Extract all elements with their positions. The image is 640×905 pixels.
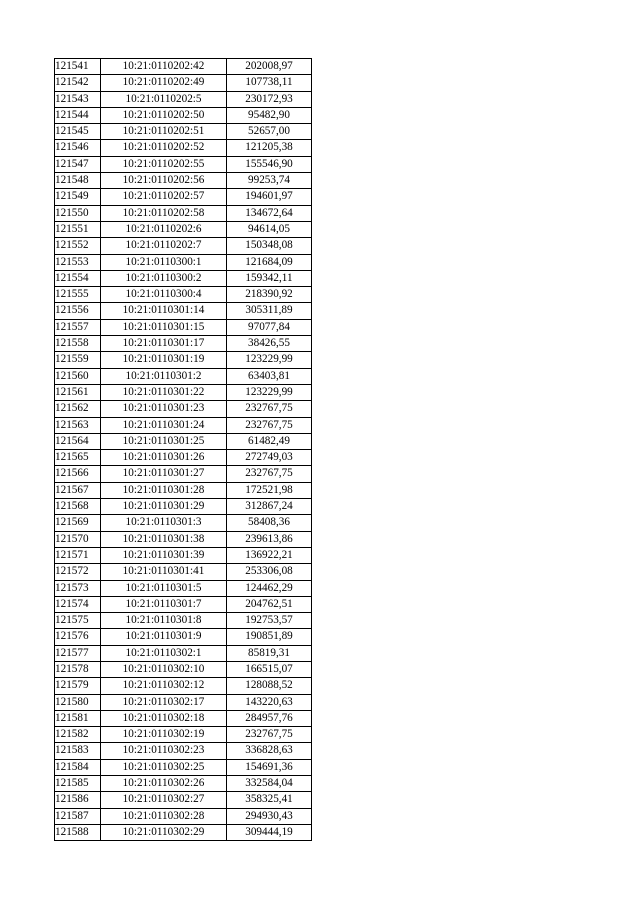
value-cell: 150348,08 [227, 238, 312, 254]
row-id-cell: 121561 [55, 384, 101, 400]
table-row [55, 107, 312, 123]
row-id-cell: 121582 [55, 727, 101, 743]
table-row [55, 776, 312, 792]
value-cell: 107738,11 [227, 75, 312, 91]
cadastral-number-cell: 10:21:0110301:29 [101, 499, 227, 515]
row-id-cell: 121541 [55, 59, 101, 75]
table-row [55, 221, 312, 237]
value-cell: 232767,75 [227, 727, 312, 743]
value-cell: 159342,11 [227, 270, 312, 286]
row-id-cell: 121563 [55, 417, 101, 433]
table-row [55, 319, 312, 335]
value-cell: 136922,21 [227, 547, 312, 563]
cadastral-number-cell: 10:21:0110301:38 [101, 531, 227, 547]
cadastral-number-cell: 10:21:0110301:24 [101, 417, 227, 433]
cadastral-number-cell: 10:21:0110301:19 [101, 352, 227, 368]
table-row [55, 645, 312, 661]
table-row [55, 710, 312, 726]
row-id-cell: 121571 [55, 547, 101, 563]
table-row [55, 596, 312, 612]
cadastral-number-cell: 10:21:0110301:8 [101, 613, 227, 629]
table-row [55, 792, 312, 808]
table-row [55, 368, 312, 384]
value-cell: 61482,49 [227, 433, 312, 449]
value-cell: 230172,93 [227, 91, 312, 107]
table-row [55, 238, 312, 254]
value-cell: 332584,04 [227, 776, 312, 792]
row-id-cell: 121583 [55, 743, 101, 759]
table-row [55, 743, 312, 759]
value-cell: 134672,64 [227, 205, 312, 221]
row-id-cell: 121549 [55, 189, 101, 205]
value-cell: 52657,00 [227, 124, 312, 140]
cadastral-number-cell: 10:21:0110202:55 [101, 156, 227, 172]
cadastral-number-cell: 10:21:0110301:28 [101, 482, 227, 498]
row-id-cell: 121558 [55, 336, 101, 352]
cadastral-number-cell: 10:21:0110302:19 [101, 727, 227, 743]
value-cell: 121684,09 [227, 254, 312, 270]
value-cell: 232767,75 [227, 466, 312, 482]
value-cell: 123229,99 [227, 352, 312, 368]
row-id-cell: 121548 [55, 173, 101, 189]
row-id-cell: 121544 [55, 107, 101, 123]
value-cell: 97077,84 [227, 319, 312, 335]
value-cell: 194601,97 [227, 189, 312, 205]
cadastral-number-cell: 10:21:0110302:25 [101, 759, 227, 775]
value-cell: 121205,38 [227, 140, 312, 156]
table-row [55, 515, 312, 531]
cadastral-number-cell: 10:21:0110301:7 [101, 596, 227, 612]
row-id-cell: 121560 [55, 368, 101, 384]
row-id-cell: 121572 [55, 564, 101, 580]
value-cell: 336828,63 [227, 743, 312, 759]
row-id-cell: 121546 [55, 140, 101, 156]
row-id-cell: 121568 [55, 499, 101, 515]
cadastral-number-cell: 10:21:0110300:1 [101, 254, 227, 270]
table-row [55, 482, 312, 498]
value-cell: 309444,19 [227, 824, 312, 840]
row-id-cell: 121556 [55, 303, 101, 319]
cadastral-number-cell: 10:21:0110302:18 [101, 710, 227, 726]
table-row [55, 661, 312, 677]
value-cell: 166515,07 [227, 661, 312, 677]
value-cell: 272749,03 [227, 450, 312, 466]
value-cell: 218390,92 [227, 287, 312, 303]
cadastral-number-cell: 10:21:0110301:14 [101, 303, 227, 319]
cadastral-number-cell: 10:21:0110202:6 [101, 221, 227, 237]
cadastral-number-cell: 10:21:0110302:17 [101, 694, 227, 710]
value-cell: 284957,76 [227, 710, 312, 726]
table-row [55, 124, 312, 140]
value-cell: 38426,55 [227, 336, 312, 352]
row-id-cell: 121580 [55, 694, 101, 710]
value-cell: 192753,57 [227, 613, 312, 629]
row-id-cell: 121547 [55, 156, 101, 172]
row-id-cell: 121552 [55, 238, 101, 254]
value-cell: 85819,31 [227, 645, 312, 661]
cadastral-number-cell: 10:21:0110301:23 [101, 401, 227, 417]
table-row [55, 678, 312, 694]
value-cell: 143220,63 [227, 694, 312, 710]
cadastral-number-cell: 10:21:0110302:28 [101, 808, 227, 824]
value-cell: 202008,97 [227, 59, 312, 75]
table-row [55, 140, 312, 156]
table-row [55, 303, 312, 319]
row-id-cell: 121586 [55, 792, 101, 808]
cadastral-number-cell: 10:21:0110202:56 [101, 173, 227, 189]
row-id-cell: 121543 [55, 91, 101, 107]
table-row [55, 173, 312, 189]
row-id-cell: 121581 [55, 710, 101, 726]
table-row [55, 433, 312, 449]
cadastral-number-cell: 10:21:0110301:25 [101, 433, 227, 449]
table-row [55, 270, 312, 286]
row-id-cell: 121559 [55, 352, 101, 368]
table-row [55, 336, 312, 352]
table-row [55, 466, 312, 482]
row-id-cell: 121562 [55, 401, 101, 417]
cadastral-number-cell: 10:21:0110202:52 [101, 140, 227, 156]
cadastral-number-cell: 10:21:0110202:7 [101, 238, 227, 254]
cadastral-number-cell: 10:21:0110301:15 [101, 319, 227, 335]
cadastral-number-cell: 10:21:0110301:5 [101, 580, 227, 596]
row-id-cell: 121557 [55, 319, 101, 335]
value-cell: 63403,81 [227, 368, 312, 384]
table-row [55, 75, 312, 91]
table-row [55, 808, 312, 824]
cadastral-number-cell: 10:21:0110301:17 [101, 336, 227, 352]
table-row [55, 727, 312, 743]
value-cell: 358325,41 [227, 792, 312, 808]
table-row [55, 450, 312, 466]
cadastral-number-cell: 10:21:0110202:49 [101, 75, 227, 91]
value-cell: 312867,24 [227, 499, 312, 515]
table-row [55, 254, 312, 270]
table-body [55, 59, 312, 841]
value-cell: 128088,52 [227, 678, 312, 694]
value-cell: 124462,29 [227, 580, 312, 596]
cadastral-number-cell: 10:21:0110202:50 [101, 107, 227, 123]
data-table [54, 58, 312, 841]
value-cell: 253306,08 [227, 564, 312, 580]
value-cell: 95482,90 [227, 107, 312, 123]
row-id-cell: 121550 [55, 205, 101, 221]
row-id-cell: 121587 [55, 808, 101, 824]
table-row [55, 205, 312, 221]
value-cell: 99253,74 [227, 173, 312, 189]
table-row [55, 824, 312, 840]
value-cell: 294930,43 [227, 808, 312, 824]
row-id-cell: 121584 [55, 759, 101, 775]
row-id-cell: 121555 [55, 287, 101, 303]
cadastral-number-cell: 10:21:0110202:51 [101, 124, 227, 140]
table-row [55, 156, 312, 172]
cadastral-number-cell: 10:21:0110302:10 [101, 661, 227, 677]
cadastral-number-cell: 10:21:0110301:27 [101, 466, 227, 482]
row-id-cell: 121553 [55, 254, 101, 270]
row-id-cell: 121566 [55, 466, 101, 482]
value-cell: 204762,51 [227, 596, 312, 612]
row-id-cell: 121567 [55, 482, 101, 498]
cadastral-number-cell: 10:21:0110202:5 [101, 91, 227, 107]
cadastral-number-cell: 10:21:0110302:27 [101, 792, 227, 808]
value-cell: 172521,98 [227, 482, 312, 498]
row-id-cell: 121576 [55, 629, 101, 645]
cadastral-number-cell: 10:21:0110302:23 [101, 743, 227, 759]
cadastral-number-cell: 10:21:0110301:41 [101, 564, 227, 580]
cadastral-number-cell: 10:21:0110301:26 [101, 450, 227, 466]
value-cell: 154691,36 [227, 759, 312, 775]
cadastral-number-cell: 10:21:0110302:1 [101, 645, 227, 661]
table-row [55, 564, 312, 580]
row-id-cell: 121588 [55, 824, 101, 840]
table-row [55, 384, 312, 400]
row-id-cell: 121565 [55, 450, 101, 466]
cadastral-number-cell: 10:21:0110202:57 [101, 189, 227, 205]
table-row [55, 613, 312, 629]
cadastral-number-cell: 10:21:0110300:4 [101, 287, 227, 303]
table-row [55, 287, 312, 303]
row-id-cell: 121570 [55, 531, 101, 547]
row-id-cell: 121542 [55, 75, 101, 91]
cadastral-number-cell: 10:21:0110301:9 [101, 629, 227, 645]
row-id-cell: 121577 [55, 645, 101, 661]
table-row [55, 694, 312, 710]
value-cell: 239613,86 [227, 531, 312, 547]
table-row [55, 417, 312, 433]
table-row [55, 580, 312, 596]
table-row [55, 352, 312, 368]
table-row [55, 91, 312, 107]
value-cell: 58408,36 [227, 515, 312, 531]
row-id-cell: 121551 [55, 221, 101, 237]
table-row [55, 759, 312, 775]
value-cell: 232767,75 [227, 401, 312, 417]
table-row [55, 401, 312, 417]
table-row [55, 547, 312, 563]
cadastral-number-cell: 10:21:0110301:3 [101, 515, 227, 531]
table-row [55, 59, 312, 75]
table-row [55, 189, 312, 205]
row-id-cell: 121564 [55, 433, 101, 449]
row-id-cell: 121575 [55, 613, 101, 629]
cadastral-number-cell: 10:21:0110302:26 [101, 776, 227, 792]
value-cell: 232767,75 [227, 417, 312, 433]
row-id-cell: 121554 [55, 270, 101, 286]
row-id-cell: 121545 [55, 124, 101, 140]
row-id-cell: 121578 [55, 661, 101, 677]
value-cell: 190851,89 [227, 629, 312, 645]
row-id-cell: 121574 [55, 596, 101, 612]
cadastral-number-cell: 10:21:0110302:12 [101, 678, 227, 694]
value-cell: 94614,05 [227, 221, 312, 237]
table-row [55, 531, 312, 547]
cadastral-number-cell: 10:21:0110302:29 [101, 824, 227, 840]
cadastral-number-cell: 10:21:0110202:58 [101, 205, 227, 221]
row-id-cell: 121585 [55, 776, 101, 792]
cadastral-number-cell: 10:21:0110301:2 [101, 368, 227, 384]
value-cell: 155546,90 [227, 156, 312, 172]
cadastral-number-cell: 10:21:0110202:42 [101, 59, 227, 75]
row-id-cell: 121573 [55, 580, 101, 596]
value-cell: 123229,99 [227, 384, 312, 400]
table-row [55, 629, 312, 645]
row-id-cell: 121579 [55, 678, 101, 694]
cadastral-number-cell: 10:21:0110301:39 [101, 547, 227, 563]
row-id-cell: 121569 [55, 515, 101, 531]
table-row [55, 499, 312, 515]
cadastral-number-cell: 10:21:0110301:22 [101, 384, 227, 400]
cadastral-number-cell: 10:21:0110300:2 [101, 270, 227, 286]
value-cell: 305311,89 [227, 303, 312, 319]
